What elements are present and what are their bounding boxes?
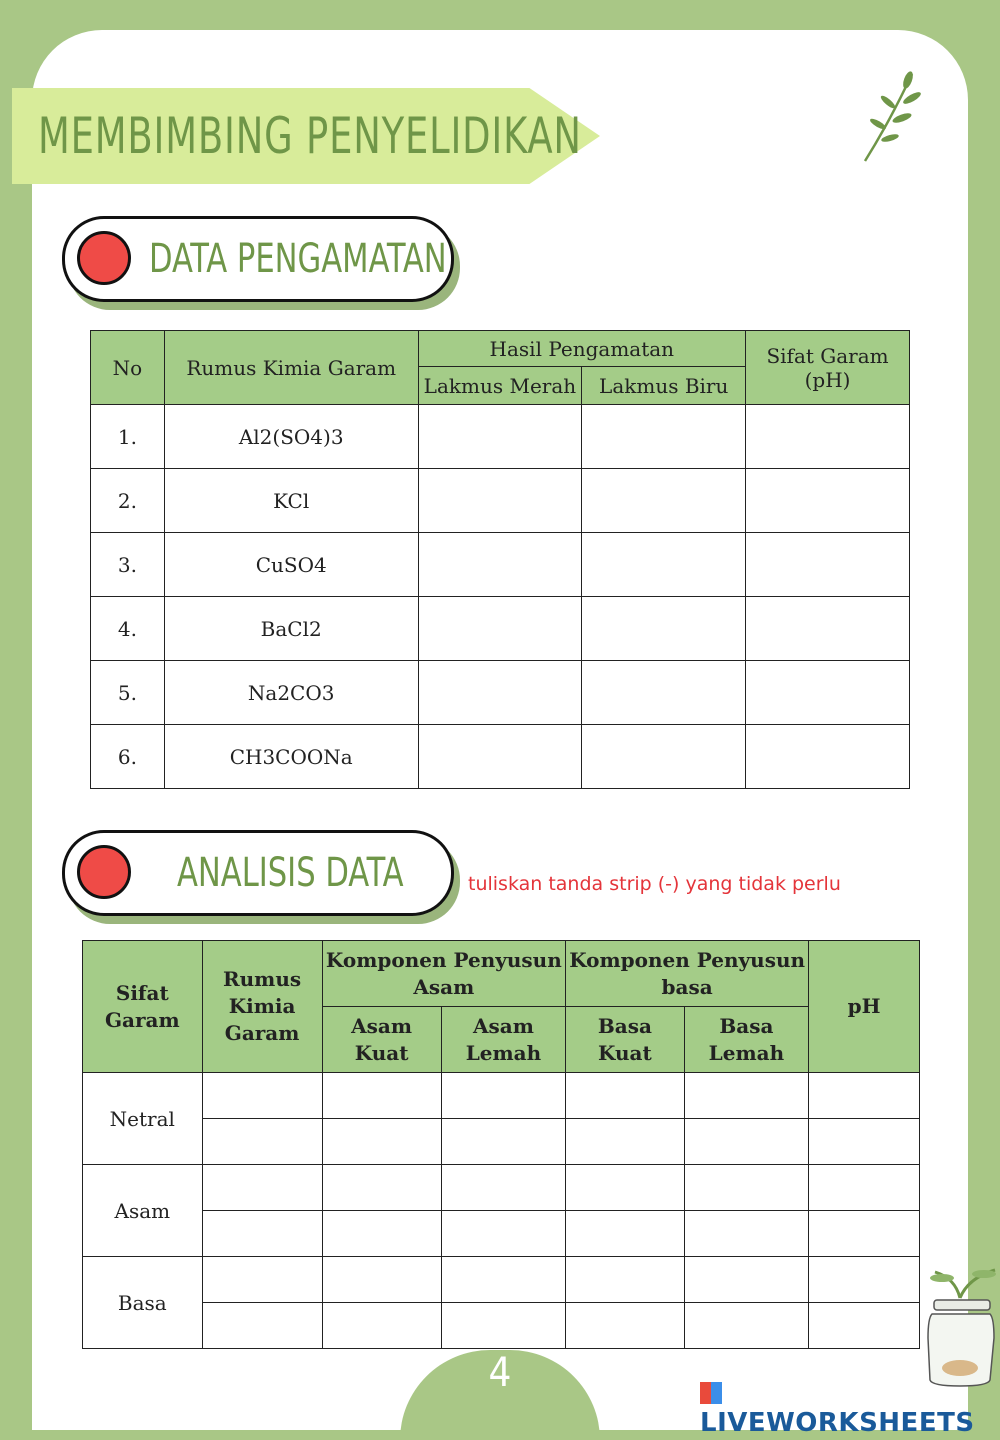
header-salt-nature: Sifat Garam (pH) bbox=[746, 331, 910, 405]
strong-base-input[interactable] bbox=[566, 1211, 685, 1257]
page-title: MEMBIMBING PENYELIDIKAN bbox=[38, 107, 582, 165]
brand-name: LIVEWORKSHEETS bbox=[700, 1408, 975, 1438]
formula-input[interactable] bbox=[202, 1165, 322, 1211]
formula-input[interactable] bbox=[202, 1303, 322, 1349]
salt-formula: BaCl2 bbox=[164, 597, 418, 661]
blue-litmus-input[interactable] bbox=[582, 597, 746, 661]
header-ph: pH bbox=[809, 941, 920, 1073]
strong-base-input[interactable] bbox=[566, 1165, 685, 1211]
header-observation: Hasil Pengamatan bbox=[418, 331, 746, 367]
header-salt-nature: Sifat Garam bbox=[83, 941, 203, 1073]
salt-formula: Na2CO3 bbox=[164, 661, 418, 725]
section-header-analisis-data bbox=[62, 830, 454, 916]
strong-acid-input[interactable] bbox=[322, 1257, 441, 1303]
liveworksheets-logo bbox=[700, 1378, 1000, 1438]
table-row bbox=[91, 405, 910, 469]
section-title: ANALISIS DATA bbox=[177, 850, 404, 896]
table-row bbox=[91, 597, 910, 661]
formula-input[interactable] bbox=[202, 1211, 322, 1257]
blue-litmus-input[interactable] bbox=[582, 661, 746, 725]
red-litmus-input[interactable] bbox=[418, 597, 582, 661]
header-strong-acid: Asam Kuat bbox=[322, 1007, 441, 1073]
weak-base-input[interactable] bbox=[684, 1119, 808, 1165]
table-row bbox=[83, 1257, 920, 1303]
plant-jar-icon bbox=[920, 1258, 1000, 1388]
table-row bbox=[83, 1211, 920, 1257]
table-row bbox=[91, 725, 910, 789]
salt-nature-input[interactable] bbox=[746, 469, 910, 533]
blue-litmus-input[interactable] bbox=[582, 405, 746, 469]
formula-input[interactable] bbox=[202, 1073, 322, 1119]
salt-nature-input[interactable] bbox=[746, 725, 910, 789]
salt-nature-input[interactable] bbox=[746, 533, 910, 597]
strong-acid-input[interactable] bbox=[322, 1211, 441, 1257]
header-formula: Rumus Kimia Garam bbox=[164, 331, 418, 405]
strong-acid-input[interactable] bbox=[322, 1165, 441, 1211]
row-number: 2. bbox=[91, 469, 165, 533]
table-row bbox=[91, 661, 910, 725]
salt-formula: CH3COONa bbox=[164, 725, 418, 789]
strong-acid-input[interactable] bbox=[322, 1073, 441, 1119]
row-number: 6. bbox=[91, 725, 165, 789]
header-weak-acid: Asam Lemah bbox=[441, 1007, 565, 1073]
salt-formula: Al2(SO4)3 bbox=[164, 405, 418, 469]
row-number: 5. bbox=[91, 661, 165, 725]
header-strong-base: Basa Kuat bbox=[566, 1007, 685, 1073]
header-base-component: Komponen Penyusun basa bbox=[566, 941, 809, 1007]
red-litmus-input[interactable] bbox=[418, 725, 582, 789]
salt-nature-input[interactable] bbox=[746, 405, 910, 469]
table-row bbox=[83, 1303, 920, 1349]
red-dot-icon bbox=[77, 845, 131, 899]
weak-acid-input[interactable] bbox=[441, 1257, 565, 1303]
group-label: Netral bbox=[83, 1073, 203, 1165]
table-row bbox=[91, 533, 910, 597]
strong-base-input[interactable] bbox=[566, 1303, 685, 1349]
row-number: 3. bbox=[91, 533, 165, 597]
ph-input[interactable] bbox=[809, 1211, 920, 1257]
weak-base-input[interactable] bbox=[684, 1211, 808, 1257]
section-header-data-pengamatan bbox=[62, 216, 454, 302]
red-litmus-input[interactable] bbox=[418, 661, 582, 725]
salt-formula: KCl bbox=[164, 469, 418, 533]
weak-acid-input[interactable] bbox=[441, 1211, 565, 1257]
red-litmus-input[interactable] bbox=[418, 533, 582, 597]
weak-base-input[interactable] bbox=[684, 1165, 808, 1211]
header-red-litmus: Lakmus Merah bbox=[418, 367, 582, 405]
header-no: No bbox=[91, 331, 165, 405]
logo-icon bbox=[700, 1382, 722, 1404]
strong-base-input[interactable] bbox=[566, 1073, 685, 1119]
header-weak-base: Basa Lemah bbox=[684, 1007, 808, 1073]
instruction-note: tuliskan tanda strip (-) yang tidak perlu bbox=[468, 873, 841, 895]
weak-acid-input[interactable] bbox=[441, 1073, 565, 1119]
weak-acid-input[interactable] bbox=[441, 1303, 565, 1349]
row-number: 1. bbox=[91, 405, 165, 469]
formula-input[interactable] bbox=[202, 1257, 322, 1303]
page-number: 4 bbox=[488, 1350, 512, 1396]
leaf-sprig-icon bbox=[850, 66, 930, 166]
strong-base-input[interactable] bbox=[566, 1119, 685, 1165]
weak-acid-input[interactable] bbox=[441, 1165, 565, 1211]
weak-acid-input[interactable] bbox=[441, 1119, 565, 1165]
table-row bbox=[91, 469, 910, 533]
ph-input[interactable] bbox=[809, 1073, 920, 1119]
weak-base-input[interactable] bbox=[684, 1073, 808, 1119]
group-label: Basa bbox=[83, 1257, 203, 1349]
weak-base-input[interactable] bbox=[684, 1303, 808, 1349]
observation-table bbox=[90, 330, 910, 789]
blue-litmus-input[interactable] bbox=[582, 469, 746, 533]
analysis-table bbox=[82, 940, 920, 1349]
ph-input[interactable] bbox=[809, 1119, 920, 1165]
table-row bbox=[83, 1165, 920, 1211]
blue-litmus-input[interactable] bbox=[582, 725, 746, 789]
row-number: 4. bbox=[91, 597, 165, 661]
strong-acid-input[interactable] bbox=[322, 1119, 441, 1165]
red-litmus-input[interactable] bbox=[418, 405, 582, 469]
table-row bbox=[83, 1073, 920, 1119]
salt-nature-input[interactable] bbox=[746, 597, 910, 661]
salt-nature-input[interactable] bbox=[746, 661, 910, 725]
red-dot-icon bbox=[77, 231, 131, 285]
header-acid-component: Komponen Penyusun Asam bbox=[322, 941, 566, 1007]
strong-base-input[interactable] bbox=[566, 1257, 685, 1303]
salt-formula: CuSO4 bbox=[164, 533, 418, 597]
header-formula: Rumus Kimia Garam bbox=[202, 941, 322, 1073]
ph-input[interactable] bbox=[809, 1303, 920, 1349]
header-blue-litmus: Lakmus Biru bbox=[582, 367, 746, 405]
blue-litmus-input[interactable] bbox=[582, 533, 746, 597]
ph-input[interactable] bbox=[809, 1165, 920, 1211]
table-row bbox=[83, 1119, 920, 1165]
formula-input[interactable] bbox=[202, 1119, 322, 1165]
section-title: DATA PENGAMATAN bbox=[149, 236, 447, 282]
strong-acid-input[interactable] bbox=[322, 1303, 441, 1349]
ph-input[interactable] bbox=[809, 1257, 920, 1303]
group-label: Asam bbox=[83, 1165, 203, 1257]
red-litmus-input[interactable] bbox=[418, 469, 582, 533]
weak-base-input[interactable] bbox=[684, 1257, 808, 1303]
